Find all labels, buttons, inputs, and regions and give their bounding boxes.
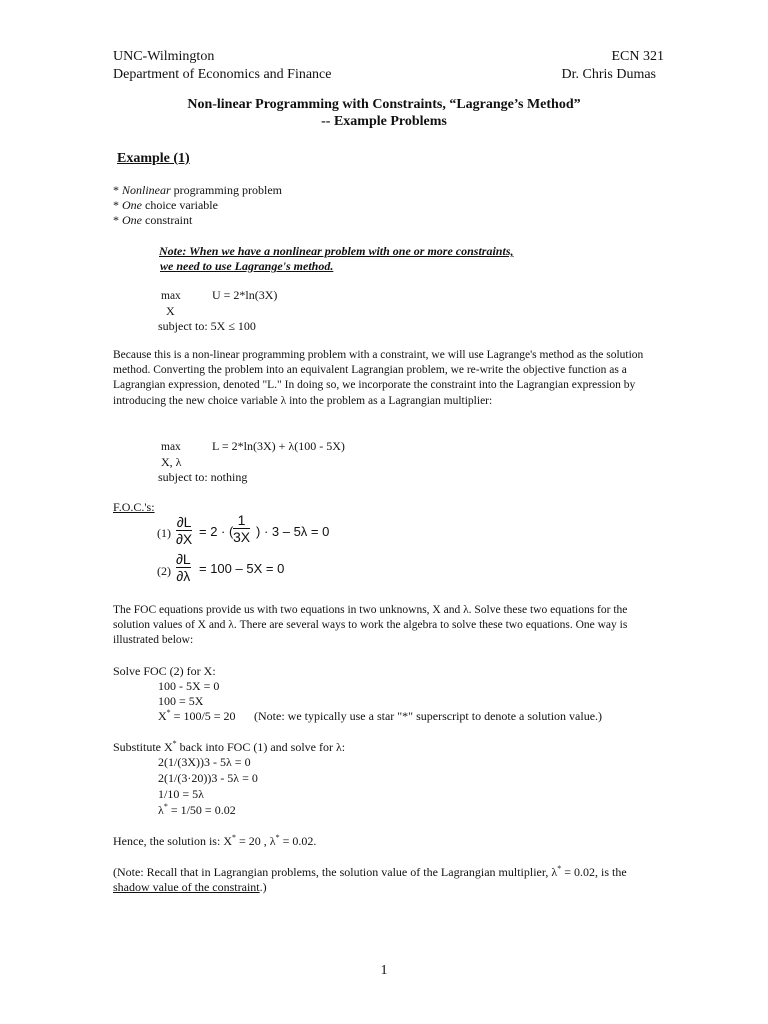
page-number: 1: [380, 963, 388, 978]
header-course: ECN 321: [611, 49, 664, 64]
foc-eq2-rest: = 100 – 5X = 0: [199, 561, 285, 576]
fraction-numerator: ∂L: [176, 514, 192, 530]
problem2-constraint: subject to: nothing: [158, 470, 248, 484]
foc-eq2-partial-fraction: [176, 551, 191, 584]
bullet-item: * One choice variable: [113, 198, 218, 212]
solve-lambda-result: λ* = 1/50 = 0.02: [158, 802, 236, 817]
foc-eq1-rest: ) · 3 – 5λ = 0: [256, 524, 330, 539]
foc-eq1-inner-fraction: [233, 512, 250, 545]
solve-lambda-step: 1/10 = 5λ: [158, 787, 204, 801]
final-note-line1: (Note: Recall that in Lagrangian problems, the solution value of the Lagrangian multiplier, λ* = 0.02, is the: [113, 864, 627, 879]
example-heading: Example (1): [117, 151, 190, 166]
foc-eq1-middle: = 2 · (: [199, 524, 234, 539]
foc-eq1-partial-fraction: [176, 514, 192, 547]
bullet-item: * One constraint: [113, 213, 193, 227]
document-title: Non-linear Programming with Constraints, “Lagrange’s Method”: [187, 97, 581, 112]
solve-lambda-step: 2(1/(3X))3 - 5λ = 0: [158, 755, 251, 769]
problem2-objective: L = 2*ln(3X) + λ(100 - 5X): [212, 439, 345, 453]
paragraph-solve-equations: The FOC equations provide us with two equations in two unknowns, X and λ. Solve these two equations for the solution values of X and λ. There are several ways to work the algebra to solve these two equations. One way is illustrated below:: [113, 604, 628, 647]
problem1-variable: X: [166, 304, 175, 318]
solution-statement: Hence, the solution is: X* = 20 , λ* = 0.02.: [113, 833, 317, 848]
fraction-denominator: ∂λ: [176, 568, 191, 584]
header-instructor: Dr. Chris Dumas: [561, 67, 656, 82]
fraction-numerator: 1: [237, 512, 246, 528]
header-university: UNC-Wilmington: [113, 49, 215, 64]
note-line1: Note: When we have a nonlinear problem with one or more constraints,: [159, 244, 514, 258]
document-subtitle: -- Example Problems: [321, 114, 447, 129]
foc-heading: F.O.C.'s:: [113, 500, 155, 514]
problem2-variables: X, λ: [161, 455, 182, 469]
fraction-denominator: ∂X: [176, 531, 193, 547]
foc-eq1-label: (1): [157, 526, 171, 540]
solve-x-result: X* = 100/5 = 20: [158, 708, 236, 723]
problem2-max: max: [161, 441, 181, 453]
problem1-constraint: subject to: 5X ≤ 100: [158, 319, 256, 333]
solve-x-step: 100 - 5X = 0: [158, 679, 220, 693]
bullet-item: * Nonlinear programming problem: [113, 183, 282, 197]
solve-lambda-step: 2(1/(3·20))3 - 5λ = 0: [158, 771, 258, 785]
shadow-value-term: shadow value of the constraint: [113, 880, 260, 894]
header-department: Department of Economics and Finance: [113, 67, 332, 82]
solve-x-heading: Solve FOC (2) for X:: [113, 664, 216, 678]
solve-lambda-heading: Substitute X* back into FOC (1) and solve for λ:: [113, 739, 346, 754]
solve-x-step: 100 = 5X: [158, 694, 204, 708]
solve-x-note: (Note: we typically use a star "*" superscript to denote a solution value.): [254, 709, 603, 723]
fraction-numerator: ∂L: [176, 551, 191, 567]
problem1-objective: U = 2*ln(3X): [212, 288, 278, 302]
final-note-line2: shadow value of the constraint.): [113, 880, 267, 894]
foc-eq2-label: (2): [157, 564, 171, 578]
note-line2: we need to use Lagrange's method.: [160, 259, 334, 273]
fraction-denominator: 3X: [233, 529, 251, 545]
paragraph-lagrange-method: Because this is a non-linear programming problem with a constraint, we will use Lagrange's method as the solution method. Converting the problem into an equivalent Lagrangian problem, we re-write the objective function as a Lagrangian expression, denoted "L." In doing so, we incorporate the constraint into the Lagrangian expression by introducing the new choice variable λ into the problem as a Lagrangian multiplier:: [113, 349, 644, 407]
problem1-max: max: [161, 290, 181, 302]
